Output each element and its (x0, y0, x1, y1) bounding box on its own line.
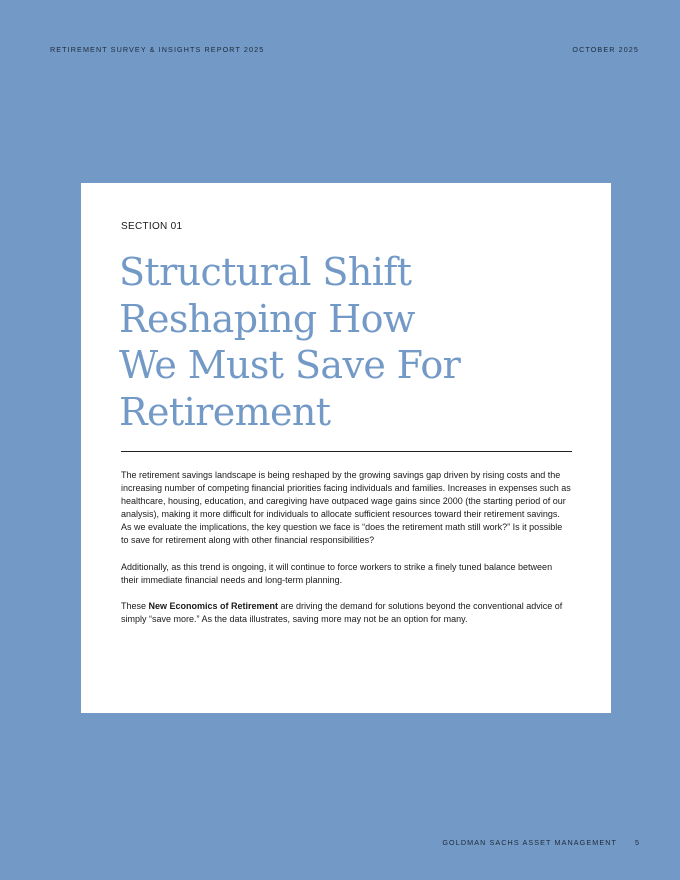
section-title (119, 249, 579, 435)
body-paragraph: The retirement savings landscape is being reshaped by the growing savings gap driven by rising costs and the increasing number of competing financial priorities facing individuals and families. Increases in expenses such as healthcare, housing, education, and caregiving have outpaced wage gains since 2000 (the starting period of our analysis), making it more difficult for individuals to allocate sufficient resources toward their retirement savings. As we evaluate the implications, the key question we face is “does the retirement math still work?” Is it possible to save for retirement along with other financial responsibilities? (121, 470, 571, 546)
body-text (121, 469, 572, 639)
section-title-line: Retirement (119, 389, 331, 434)
final-paragraph-prefix: These (121, 600, 149, 611)
footer-brand: GOLDMAN SACHS ASSET MANAGEMENT (442, 838, 617, 847)
final-paragraph-suffix: are driving the demand for solutions beyond the conventional advice of simply “save more.” As the data illustrates, saving more may not be an option for many. (121, 600, 563, 625)
content-card (81, 183, 611, 713)
section-title-line: Structural Shift (119, 250, 412, 294)
report-title: RETIREMENT SURVEY & INSIGHTS REPORT 2025 (50, 45, 265, 54)
report-date: OCTOBER 2025 (572, 45, 639, 54)
section-title-line: Reshaping How (119, 296, 415, 341)
title-divider (121, 451, 572, 452)
section-label: SECTION 01 (121, 221, 183, 232)
body-paragraph-final (121, 600, 572, 626)
emphasis-term: New Economics of Retirement (148, 600, 279, 611)
page-number: 5 (635, 838, 639, 847)
section-title-line: We Must Save For (119, 343, 461, 387)
body-paragraph: Additionally, as this trend is ongoing, it will continue to force workers to strike a finely tuned balance between their immediate financial needs and long-term planning. (121, 561, 553, 585)
